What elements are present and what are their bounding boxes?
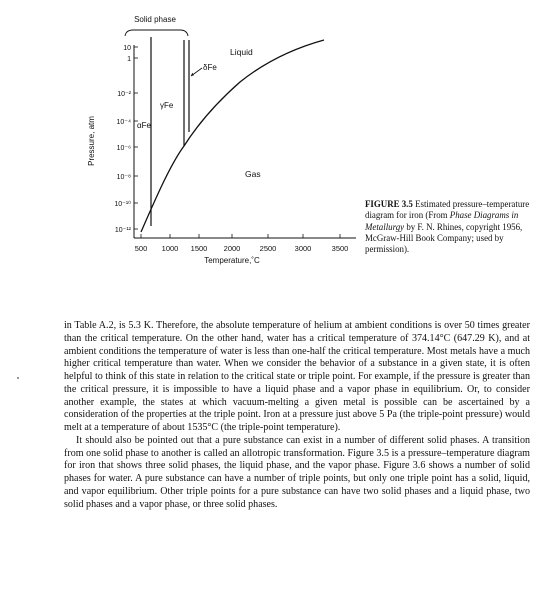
figure-caption-text-end: by F. N. Rhines, copyright 1956, McGraw-Hill Book Company; used by permission). [365, 221, 523, 255]
x-tick-marks [141, 234, 340, 238]
body-text [64, 320, 530, 511]
alpha-fe-label: αFe [137, 121, 151, 130]
x-tick-label: 2000 [223, 244, 241, 253]
y-tick-label: 10⁻² [117, 91, 131, 98]
figure-caption [365, 199, 533, 255]
x-tick-label: 3000 [294, 244, 312, 253]
x-tick-label: 1000 [161, 244, 179, 253]
y-tick-label: 10⁻¹² [114, 227, 131, 234]
y-tick-label: 1 [127, 56, 131, 63]
delta-fe-label: δFe [203, 63, 217, 72]
x-axis-title: Temperature,˚C [204, 256, 260, 265]
liquid-region-label: Liquid [230, 47, 253, 57]
paragraph: It should also be pointed out that a pure substance can exist in a number of different solid phases. A transition from one solid phase to another is called an allotropic transformation. Figure 3.5 is a pressure–temperature diagram for iron that shows three solid phases, the liquid phase, and the vapor phase. Figure 3.6 shows a number of solid phases for water. A pure substance can have a number of triple points, but only one triple point has a solid, liquid, and vapor equilibrium. Other triple points for a pure substance can have two solid phases and a liquid phase, two solid phases and a vapor phase, or three solid phases. [64, 434, 530, 510]
x-tick-label: 2500 [259, 244, 277, 253]
solid-phase-label: Solid phase [134, 15, 176, 24]
y-tick-label: 10⁻⁴ [116, 119, 131, 126]
vapor-pressure-curve [141, 40, 324, 232]
x-tick-label: 1500 [190, 244, 208, 253]
y-tick-marks [134, 47, 138, 229]
gamma-fe-label: γFe [160, 101, 174, 110]
y-tick-label: 10⁻⁶ [116, 145, 131, 152]
y-tick-label: 10⁻¹⁰ [114, 201, 131, 208]
x-tick-label: 500 [134, 244, 148, 253]
y-axis-title: Pressure, atm [87, 116, 96, 166]
paragraph: in Table A.2, is 5.3 K. Therefore, the absolute temperature of helium at ambient conditions is over 50 times greater than the critical temperature. On the other hand, water has a critical temperature of 374.14°C (647.29 K), and at ambient conditions the temperature of water is less than one-half the critical temperature. Most metals have a much higher critical temperature than water. When we consider the behavior of a substance in a given state, it is often helpful to think of this state in relation to the critical state or triple point. For example, if the pressure is greater than the critical pressure, it is impossible to have a liquid phase and a vapor phase in equilibrium. Or, to consider another example, the states at which vacuum-melting a given metal is possible can be ascertained by a consideration of the properties at the triple point. Iron at a pressure just above 5 Pa (the triple-point pressure) would melt at a temperature of about 1535°C (the triple-point temperature). [64, 320, 530, 433]
gas-region-label: Gas [245, 169, 261, 179]
figure-caption-book-title: Phase Diagrams in Metallurgy [365, 210, 519, 232]
figure-caption-text: Estimated pressure–temperature diagram for iron (From [365, 199, 530, 221]
y-tick-label: 10 [123, 45, 131, 52]
solid-phase-bracket [125, 30, 188, 36]
x-tick-label: 3500 [331, 244, 349, 253]
scan-speck [17, 377, 19, 379]
y-tick-label: 10⁻⁸ [116, 174, 131, 181]
figure-caption-label: FIGURE 3.5 [365, 199, 413, 209]
